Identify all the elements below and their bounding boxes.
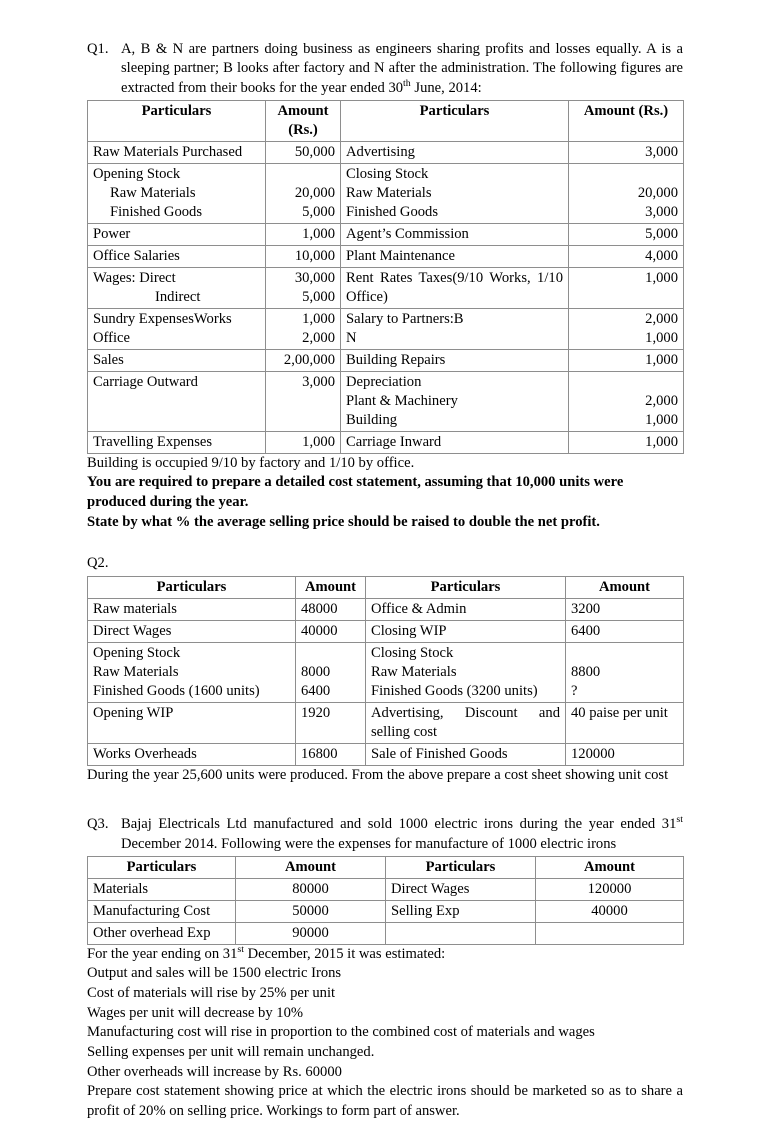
q3-cell-right-label-1: Selling Exp	[386, 900, 536, 922]
q1-r7-ra0	[574, 373, 678, 392]
table-row	[88, 620, 684, 642]
q3-cell-left-label-2: Other overhead Exp	[88, 922, 236, 944]
q1-r1-l1: Raw Materials	[110, 185, 196, 202]
q1-label: Q1.	[87, 41, 109, 57]
q3-estimate-line-4: Selling expenses per unit will remain unchanged.	[87, 1043, 375, 1060]
q2-cell-left-amount-0: 48000	[296, 598, 366, 620]
q2-cell-left-amount-1: 40000	[296, 620, 366, 642]
q1-r5-l1: Office	[93, 329, 131, 346]
q1-table	[87, 100, 684, 453]
q1-cell-right-label-2: Agent’s Commission	[341, 224, 569, 246]
q1-r1-l2: Finished Goods	[110, 204, 203, 221]
q3-cell-right-amount-1: 40000	[536, 900, 684, 922]
q2-cell-right-amount-2	[566, 642, 684, 702]
table-row	[88, 900, 684, 922]
q1-requirement-1: You are required to prepare a detailed cost statement, assuming that 10,000 units were produced during the year.	[87, 474, 624, 510]
q1-table-header-row	[88, 101, 684, 142]
q1-cell-left-amount-0	[266, 142, 341, 164]
q1-cell-right-label-1	[341, 164, 569, 224]
q1-cell-right-amount-2: 5,000	[569, 224, 684, 246]
q1-r5-r1: N	[346, 329, 357, 346]
table-row	[88, 878, 684, 900]
q1-cell-right-amount-8: 1,000	[569, 431, 684, 453]
q2-cell-left-amount-4: 16800	[296, 743, 366, 765]
q2-cell-right-label-2	[366, 642, 566, 702]
q3-intro-superscript: st	[676, 814, 683, 826]
q1-cell-left-label-0	[88, 142, 266, 164]
q3-cell-right-label-2	[386, 922, 536, 944]
table-row	[88, 308, 684, 349]
q2-cell-right-amount-1: 6400	[566, 620, 684, 642]
q1-header-particulars-left: Particulars	[88, 101, 266, 142]
q1-r4-l1: Indirect	[155, 288, 201, 305]
q1-intro-superscript: th	[403, 77, 411, 89]
q2-table	[87, 576, 684, 766]
q1-cell-left-label-5	[88, 308, 266, 349]
q1-r7-ra1: 2,000	[645, 392, 678, 409]
q1-cell-right-amount-0	[569, 142, 684, 164]
q1-cell-left-label-7: Carriage Outward	[88, 371, 266, 431]
q2-cell-left-label-1: Direct Wages	[88, 620, 296, 642]
q1-r1-ra1: 20,000	[637, 185, 678, 202]
q3-estimate-superscript: st	[237, 943, 244, 955]
q3-estimate-lead-tail: December, 2015 it was estimated:	[243, 945, 446, 962]
q1-r0-l0: Raw Materials Purchased	[93, 144, 243, 161]
q2-cell-right-label-1: Closing WIP	[366, 620, 566, 642]
q3-label: Q3.	[87, 816, 109, 833]
q1-cell-left-label-4	[88, 267, 266, 308]
q1-requirement-2: State by what % the average selling price should be raised to double the net profit.	[87, 513, 600, 530]
q1-r0-ra0: 3,000	[645, 144, 678, 161]
q1-cell-left-amount-7: 3,000	[266, 371, 341, 431]
q1-cell-left-amount-3: 10,000	[266, 246, 341, 268]
q2-cell-right-amount-0: 3200	[566, 598, 684, 620]
q2-cell-left-label-3: Opening WIP	[88, 702, 296, 743]
q1-cell-right-label-3: Plant Maintenance	[341, 246, 569, 268]
q1-r1-ra2: 3,000	[645, 204, 678, 221]
q2-cell-left-label-0: Raw materials	[88, 598, 296, 620]
table-row	[88, 267, 684, 308]
q3-estimate-lead	[87, 945, 683, 965]
q2-r2-la1: 8000	[301, 663, 331, 680]
q1-r7-r1: Plant & Machinery	[346, 392, 458, 409]
q2-cell-left-amount-3: 1920	[296, 702, 366, 743]
q1-cell-left-amount-6: 2,00,000	[266, 349, 341, 371]
q2-r2-l1: Raw Materials	[93, 663, 179, 680]
q1-cell-right-label-4: Rent Rates Taxes(9/10 Works, 1/10 Office)	[341, 267, 569, 308]
q1-r5-la1: 2,000	[302, 329, 335, 346]
q1-cell-right-label-0	[341, 142, 569, 164]
q1-cell-right-amount-4: 1,000	[569, 267, 684, 308]
q2-header-particulars-left: Particulars	[88, 576, 296, 598]
q2-header-amount-right: Amount	[566, 576, 684, 598]
q2-footer-text: During the year 25,600 units were produced. From the above prepare a cost sheet showing unit cost	[87, 766, 669, 783]
table-row	[88, 743, 684, 765]
q2-r2-l2: Finished Goods (1600 units)	[93, 682, 260, 699]
q3-header-amount-left: Amount	[236, 856, 386, 878]
q1-r5-l0: Sundry ExpensesWorks	[93, 310, 232, 327]
q1-cell-right-amount-7	[569, 371, 684, 431]
table-row	[88, 246, 684, 268]
q3-estimate-line-1: Cost of materials will rise by 25% per unit	[87, 985, 336, 1002]
table-row	[88, 349, 684, 371]
q1-r1-r0: Closing Stock	[346, 166, 429, 183]
q1-r1-la0	[271, 165, 335, 184]
table-row	[88, 142, 684, 164]
q3-closing-text: Prepare cost statement showing price at which the electric irons should be marketed so as to share a profit of 20% on selling price. Workings to form part of answer.	[87, 1083, 683, 1119]
q1-r7-r0: Depreciation	[346, 373, 422, 390]
q3-cell-left-amount-0: 80000	[236, 878, 386, 900]
table-row	[88, 224, 684, 246]
q1-cell-left-label-8: Travelling Expenses	[88, 431, 266, 453]
q3-table-header-row	[88, 856, 684, 878]
q2-cell-right-label-3: Advertising, Discount and selling cost	[366, 702, 566, 743]
q2-r2-ra1: 8800	[571, 663, 601, 680]
q3-cell-left-amount-1: 50000	[236, 900, 386, 922]
q1-cell-right-amount-5	[569, 308, 684, 349]
q1-question-block	[87, 40, 683, 98]
q1-r5-r0: Salary to Partners:B	[346, 310, 464, 327]
q1-header-particulars-right: Particulars	[341, 101, 569, 142]
q1-cell-left-label-6: Sales	[88, 349, 266, 371]
q3-estimate-line-2: Wages per unit will decrease by 10%	[87, 1004, 304, 1021]
q2-r2-ra2: ?	[571, 682, 578, 699]
q3-cell-right-amount-2	[536, 922, 684, 944]
q2-r2-r1: Raw Materials	[371, 663, 457, 680]
q3-intro-text	[121, 815, 683, 854]
q1-cell-left-amount-2: 1,000	[266, 224, 341, 246]
q2-r2-la2: 6400	[301, 682, 331, 699]
q1-intro-main: A, B & N are partners doing business as engineers sharing profits and losses equally. A is a sleeping partner; B looks after factory and N after the administration. The following figures are extracted from their books for the year ended 30	[121, 41, 683, 96]
spacer-q1-q2	[87, 532, 683, 554]
q3-header-particulars-left: Particulars	[88, 856, 236, 878]
table-row	[88, 642, 684, 702]
q3-estimate-line-5: Other overheads will increase by Rs. 60000	[87, 1063, 342, 1080]
q2-r2-ra0	[571, 644, 678, 663]
q2-cell-left-label-2	[88, 642, 296, 702]
q1-intro-tail: June, 2014:	[410, 79, 482, 96]
q1-cell-left-amount-1	[266, 164, 341, 224]
q2-cell-left-label-4: Works Overheads	[88, 743, 296, 765]
q1-intro-text	[121, 40, 683, 98]
q1-r4-la0: 30,000	[294, 269, 335, 286]
table-row	[88, 598, 684, 620]
q1-r7-ra2: 1,000	[645, 411, 678, 428]
q1-cell-left-amount-4	[266, 267, 341, 308]
q1-r4-l0: Wages: Direct	[93, 269, 176, 286]
q3-question-block	[87, 815, 683, 854]
q1-cell-right-amount-6: 1,000	[569, 349, 684, 371]
q3-header-particulars-right: Particulars	[386, 856, 536, 878]
q1-r5-la0: 1,000	[302, 310, 335, 327]
q1-cell-left-amount-5	[266, 308, 341, 349]
q1-cell-left-amount-8: 1,000	[266, 431, 341, 453]
q3-intro-main: Bajaj Electricals Ltd manufactured and sold 1000 electric irons during the year ended 31	[121, 816, 677, 833]
q1-r0-la0: 50,000	[294, 144, 335, 161]
q1-header-amount-right: Amount (Rs.)	[569, 101, 684, 142]
q2-r2-la0	[301, 644, 360, 663]
q3-cell-left-label-0: Materials	[88, 878, 236, 900]
q2-header-particulars-right: Particulars	[366, 576, 566, 598]
q1-r1-ra0	[574, 165, 678, 184]
q3-cell-left-amount-2: 90000	[236, 922, 386, 944]
q2-table-header-row	[88, 576, 684, 598]
q2-header-amount-left: Amount	[296, 576, 366, 598]
q1-cell-left-label-3: Office Salaries	[88, 246, 266, 268]
q2-r2-r2: Finished Goods (3200 units)	[371, 682, 538, 699]
table-row	[88, 164, 684, 224]
q1-r1-la2: 5,000	[302, 204, 335, 221]
q1-r5-ra0: 2,000	[645, 310, 678, 327]
q3-table	[87, 856, 684, 945]
q2-label: Q2.	[87, 555, 109, 572]
q1-cell-right-label-8: Carriage Inward	[341, 431, 569, 453]
q1-r1-la1: 20,000	[294, 185, 335, 202]
q1-r7-r2: Building	[346, 411, 398, 428]
q1-r1-r1: Raw Materials	[346, 185, 432, 202]
table-row	[88, 431, 684, 453]
q3-estimate-lead-main: For the year ending on 31	[87, 945, 238, 962]
spacer-q2-q3	[87, 785, 683, 815]
q2-cell-right-amount-3: 40 paise per unit	[566, 702, 684, 743]
q1-building-note: Building is occupied 9/10 by factory and 1/10 by office.	[87, 454, 415, 471]
q2-cell-right-label-4: Sale of Finished Goods	[366, 743, 566, 765]
q3-cell-left-label-1: Manufacturing Cost	[88, 900, 236, 922]
q3-intro-tail: December 2014. Following were the expenses for manufacture of 1000 electric irons	[121, 835, 617, 852]
q3-header-amount-right: Amount	[536, 856, 684, 878]
q2-cell-left-amount-2	[296, 642, 366, 702]
q1-r1-r2: Finished Goods	[346, 204, 439, 221]
q2-cell-right-label-0: Office & Admin	[366, 598, 566, 620]
q2-r2-l0: Opening Stock	[93, 644, 181, 661]
q2-r2-r0: Closing Stock	[371, 644, 454, 661]
q1-r1-l0: Opening Stock	[93, 166, 181, 183]
table-row	[88, 702, 684, 743]
q3-cell-right-amount-0: 120000	[536, 878, 684, 900]
q1-cell-left-label-2: Power	[88, 224, 266, 246]
q3-cell-right-label-0: Direct Wages	[386, 878, 536, 900]
q1-cell-right-label-6: Building Repairs	[341, 349, 569, 371]
q1-cell-right-amount-1	[569, 164, 684, 224]
q1-cell-right-label-7	[341, 371, 569, 431]
table-row	[88, 922, 684, 944]
q3-estimate-line-0: Output and sales will be 1500 electric Irons	[87, 965, 342, 982]
q1-r0-r0: Advertising	[346, 144, 415, 161]
q1-r5-ra1: 1,000	[645, 329, 678, 346]
q2-cell-right-amount-4: 120000	[566, 743, 684, 765]
q1-cell-left-label-1	[88, 164, 266, 224]
q1-cell-right-amount-3: 4,000	[569, 246, 684, 268]
q3-estimate-line-3: Manufacturing cost will rise in proportion to the combined cost of materials and wages	[87, 1024, 595, 1041]
table-row	[88, 371, 684, 431]
q1-header-amount-left: Amount (Rs.)	[266, 101, 341, 142]
q1-r4-la1: 5,000	[302, 288, 335, 305]
q1-cell-right-label-5	[341, 308, 569, 349]
